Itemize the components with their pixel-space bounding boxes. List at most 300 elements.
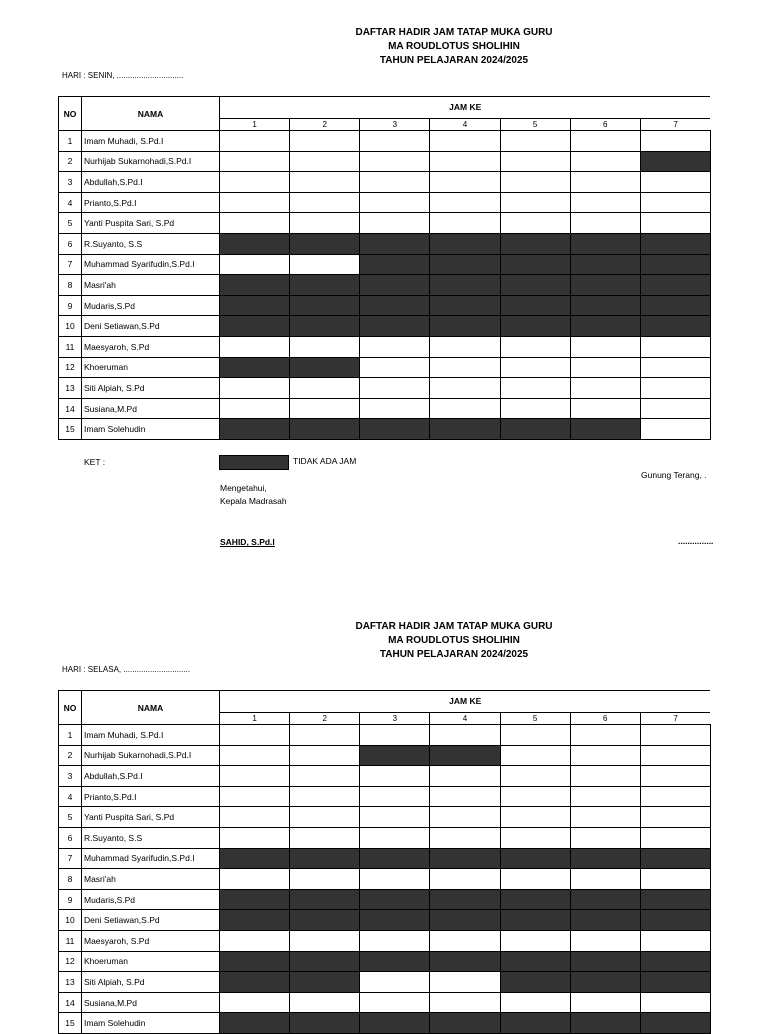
jam-cell[interactable] (290, 972, 360, 993)
jam-cell[interactable] (220, 889, 290, 910)
jam-cell[interactable] (220, 786, 290, 807)
jam-cell[interactable] (570, 827, 640, 848)
header-jam-3: 3 (360, 712, 430, 724)
jam-cell[interactable] (290, 1013, 360, 1034)
jam-cell[interactable] (640, 357, 710, 378)
jam-cell[interactable] (360, 131, 430, 152)
jam-cell[interactable] (290, 992, 360, 1013)
jam-cell[interactable] (640, 172, 710, 193)
table-row (59, 254, 711, 275)
jam-cell[interactable] (430, 930, 500, 951)
jam-cell[interactable] (500, 972, 570, 993)
header-jam-4: 4 (430, 118, 500, 130)
row-number: 10 (59, 910, 82, 931)
jam-cell[interactable] (220, 1013, 290, 1034)
jam-cell[interactable] (640, 848, 710, 869)
jam-cell[interactable] (290, 745, 360, 766)
jam-cell[interactable] (570, 972, 640, 993)
jam-cell[interactable] (430, 192, 500, 213)
jam-cell[interactable] (500, 233, 570, 254)
jam-cell[interactable] (430, 992, 500, 1013)
jam-cell[interactable] (500, 357, 570, 378)
jam-cell[interactable] (430, 419, 500, 440)
header-jam-2: 2 (290, 712, 360, 724)
row-number: 14 (59, 398, 82, 419)
jam-cell[interactable] (640, 131, 710, 152)
table-row (59, 233, 711, 254)
table-row (59, 172, 711, 193)
jam-cell[interactable] (500, 827, 570, 848)
jam-cell[interactable] (220, 910, 290, 931)
jam-cell[interactable] (500, 131, 570, 152)
jam-cell[interactable] (290, 725, 360, 746)
jam-cell[interactable] (360, 1013, 430, 1034)
jam-cell[interactable] (640, 151, 710, 172)
jam-cell[interactable] (500, 295, 570, 316)
jam-cell[interactable] (360, 930, 430, 951)
jam-cell[interactable] (430, 1013, 500, 1034)
jam-cell[interactable] (570, 930, 640, 951)
teacher-name: Abdullah,S.Pd.I (82, 172, 220, 193)
jam-cell[interactable] (570, 254, 640, 275)
jam-cell[interactable] (360, 972, 430, 993)
jam-cell[interactable] (290, 172, 360, 193)
jam-cell[interactable] (640, 295, 710, 316)
jam-cell[interactable] (220, 131, 290, 152)
jam-cell[interactable] (640, 745, 710, 766)
jam-cell[interactable] (500, 766, 570, 787)
jam-cell[interactable] (360, 233, 430, 254)
jam-cell[interactable] (640, 725, 710, 746)
header-jam-5: 5 (500, 712, 570, 724)
jam-cell[interactable] (500, 172, 570, 193)
teacher-name: R.Suyanto, S.S (82, 233, 220, 254)
jam-cell[interactable] (500, 745, 570, 766)
jam-cell[interactable] (430, 254, 500, 275)
jam-cell[interactable] (360, 316, 430, 337)
row-number: 12 (59, 951, 82, 972)
jam-cell[interactable] (430, 807, 500, 828)
jam-cell[interactable] (500, 151, 570, 172)
jam-cell[interactable] (500, 213, 570, 234)
table-row (59, 151, 711, 172)
jam-cell[interactable] (570, 869, 640, 890)
row-number: 7 (59, 254, 82, 275)
jam-cell[interactable] (570, 766, 640, 787)
jam-cell[interactable] (430, 172, 500, 193)
jam-cell[interactable] (570, 192, 640, 213)
jam-cell[interactable] (640, 336, 710, 357)
jam-cell[interactable] (290, 951, 360, 972)
jam-cell[interactable] (640, 869, 710, 890)
jam-cell[interactable] (360, 827, 430, 848)
teacher-name: Muhammad Syarifudin,S.Pd.I (82, 254, 220, 275)
jam-cell[interactable] (570, 910, 640, 931)
jam-cell[interactable] (500, 930, 570, 951)
table-row (59, 131, 711, 152)
jam-cell[interactable] (220, 972, 290, 993)
jam-cell[interactable] (500, 848, 570, 869)
jam-cell[interactable] (640, 378, 710, 399)
row-number: 4 (59, 192, 82, 213)
jam-cell[interactable] (570, 725, 640, 746)
table-row (59, 275, 711, 296)
jam-cell[interactable] (570, 419, 640, 440)
jam-cell[interactable] (500, 910, 570, 931)
header-jam-4: 4 (430, 712, 500, 724)
jam-cell[interactable] (220, 275, 290, 296)
jam-cell[interactable] (290, 213, 360, 234)
jam-cell[interactable] (290, 807, 360, 828)
teacher-name: Khoeruman (82, 357, 220, 378)
jam-cell[interactable] (220, 295, 290, 316)
table-row (59, 827, 711, 848)
jam-cell[interactable] (360, 295, 430, 316)
jam-cell[interactable] (290, 889, 360, 910)
table-row (59, 378, 711, 399)
jam-cell[interactable] (220, 357, 290, 378)
table-row (59, 992, 711, 1013)
header-jam-6: 6 (570, 712, 640, 724)
attendance-table (58, 690, 711, 1034)
jam-cell[interactable] (430, 745, 500, 766)
jam-cell[interactable] (640, 951, 710, 972)
jam-cell[interactable] (640, 827, 710, 848)
jam-cell[interactable] (360, 745, 430, 766)
jam-cell[interactable] (360, 213, 430, 234)
table-row (59, 951, 711, 972)
jam-cell[interactable] (640, 766, 710, 787)
jam-cell[interactable] (360, 889, 430, 910)
jam-cell[interactable] (290, 336, 360, 357)
jam-cell[interactable] (430, 357, 500, 378)
jam-cell[interactable] (290, 275, 360, 296)
teacher-name: Prianto,S.Pd.I (82, 192, 220, 213)
jam-cell[interactable] (640, 992, 710, 1013)
jam-cell[interactable] (430, 378, 500, 399)
table-row (59, 419, 711, 440)
signer-name: SAHID, S.Pd.I (220, 537, 275, 547)
row-number: 9 (59, 889, 82, 910)
jam-cell[interactable] (360, 951, 430, 972)
jam-cell[interactable] (430, 827, 500, 848)
jam-cell[interactable] (220, 172, 290, 193)
jam-cell[interactable] (290, 398, 360, 419)
jam-cell[interactable] (570, 378, 640, 399)
jam-cell[interactable] (640, 192, 710, 213)
jam-cell[interactable] (430, 316, 500, 337)
header-jam-3: 3 (360, 118, 430, 130)
jam-cell[interactable] (640, 398, 710, 419)
jam-cell[interactable] (220, 930, 290, 951)
jam-cell[interactable] (360, 869, 430, 890)
jam-cell[interactable] (640, 254, 710, 275)
jam-cell[interactable] (430, 336, 500, 357)
row-number: 6 (59, 233, 82, 254)
jam-cell[interactable] (430, 213, 500, 234)
jam-cell[interactable] (360, 419, 430, 440)
jam-cell[interactable] (570, 848, 640, 869)
row-number: 15 (59, 1013, 82, 1034)
table-row (59, 398, 711, 419)
jam-cell[interactable] (360, 275, 430, 296)
jam-cell[interactable] (500, 316, 570, 337)
teacher-name: Abdullah,S.Pd.I (82, 766, 220, 787)
jam-cell[interactable] (220, 233, 290, 254)
jam-cell[interactable] (220, 766, 290, 787)
title-line-2: MA ROUDLOTUS SHOLIHIN (388, 635, 520, 646)
teacher-name: R.Suyanto, S.S (82, 827, 220, 848)
jam-cell[interactable] (430, 786, 500, 807)
table-row (59, 295, 711, 316)
jam-cell[interactable] (640, 233, 710, 254)
header-jam-ke: JAM KE (220, 691, 711, 713)
jam-cell[interactable] (220, 336, 290, 357)
jam-cell[interactable] (290, 151, 360, 172)
jam-cell[interactable] (570, 316, 640, 337)
jam-cell[interactable] (290, 786, 360, 807)
jam-cell[interactable] (430, 869, 500, 890)
place-date: Gunung Terang, . (641, 470, 707, 480)
jam-cell[interactable] (640, 275, 710, 296)
jam-cell[interactable] (430, 951, 500, 972)
row-number: 8 (59, 275, 82, 296)
jam-cell[interactable] (640, 786, 710, 807)
jam-cell[interactable] (220, 807, 290, 828)
row-number: 1 (59, 725, 82, 746)
teacher-name: Susiana,M.Pd (82, 398, 220, 419)
jam-cell[interactable] (360, 910, 430, 931)
jam-cell[interactable] (220, 725, 290, 746)
jam-cell[interactable] (570, 295, 640, 316)
jam-cell[interactable] (430, 295, 500, 316)
row-number: 9 (59, 295, 82, 316)
jam-cell[interactable] (360, 172, 430, 193)
jam-cell[interactable] (290, 295, 360, 316)
jam-cell[interactable] (430, 275, 500, 296)
header-jam-7: 7 (640, 712, 710, 724)
jam-cell[interactable] (220, 398, 290, 419)
jam-cell[interactable] (360, 807, 430, 828)
teacher-name: Masri'ah (82, 869, 220, 890)
table-row (59, 766, 711, 787)
row-number: 2 (59, 151, 82, 172)
jam-cell[interactable] (360, 725, 430, 746)
jam-cell[interactable] (500, 275, 570, 296)
jam-cell[interactable] (570, 889, 640, 910)
jam-cell[interactable] (640, 972, 710, 993)
header-no: NO (59, 691, 82, 725)
teacher-name: Imam Solehudin (82, 419, 220, 440)
teacher-name: Susiana,M.Pd (82, 992, 220, 1013)
jam-cell[interactable] (500, 725, 570, 746)
jam-cell[interactable] (500, 786, 570, 807)
jam-cell[interactable] (430, 233, 500, 254)
teacher-name: Siti Alpiah, S.Pd (82, 378, 220, 399)
teacher-name: Nurhijab Sukarnohadi,S.Pd.I (82, 745, 220, 766)
row-number: 4 (59, 786, 82, 807)
jam-cell[interactable] (290, 316, 360, 337)
attendance-table (58, 96, 711, 440)
jam-cell[interactable] (290, 254, 360, 275)
jam-cell[interactable] (500, 254, 570, 275)
jam-cell[interactable] (570, 1013, 640, 1034)
jam-cell[interactable] (430, 972, 500, 993)
jam-cell[interactable] (570, 213, 640, 234)
jam-cell[interactable] (570, 275, 640, 296)
header-jam-1: 1 (220, 118, 290, 130)
jam-cell[interactable] (290, 848, 360, 869)
jam-cell[interactable] (570, 786, 640, 807)
jam-cell[interactable] (220, 151, 290, 172)
jam-cell[interactable] (220, 378, 290, 399)
jam-cell[interactable] (640, 316, 710, 337)
jam-cell[interactable] (290, 930, 360, 951)
kepala-label: Kepala Madrasah (220, 496, 287, 506)
jam-cell[interactable] (640, 910, 710, 931)
jam-cell[interactable] (500, 1013, 570, 1034)
teacher-name: Siti Alpiah, S.Pd (82, 972, 220, 993)
teacher-name: Yanti Puspita Sari, S.Pd (82, 807, 220, 828)
jam-cell[interactable] (430, 848, 500, 869)
jam-cell[interactable] (360, 766, 430, 787)
teacher-name: Masri'ah (82, 275, 220, 296)
jam-cell[interactable] (360, 336, 430, 357)
jam-cell[interactable] (500, 869, 570, 890)
header-jam-1: 1 (220, 712, 290, 724)
jam-cell[interactable] (290, 827, 360, 848)
jam-cell[interactable] (290, 192, 360, 213)
teacher-name: Nurhijab Sukarnohadi,S.Pd.I (82, 151, 220, 172)
teacher-name: Imam Muhadi, S.Pd.I (82, 131, 220, 152)
jam-cell[interactable] (220, 827, 290, 848)
jam-cell[interactable] (570, 131, 640, 152)
row-number: 5 (59, 807, 82, 828)
row-number: 11 (59, 930, 82, 951)
table-row (59, 848, 711, 869)
jam-cell[interactable] (640, 213, 710, 234)
jam-cell[interactable] (430, 910, 500, 931)
jam-cell[interactable] (570, 151, 640, 172)
header-nama: NAMA (82, 97, 220, 131)
jam-cell[interactable] (500, 419, 570, 440)
jam-cell[interactable] (570, 172, 640, 193)
teacher-name: Muhammad Syarifudin,S.Pd.I (82, 848, 220, 869)
jam-cell[interactable] (570, 336, 640, 357)
jam-cell[interactable] (570, 807, 640, 828)
teacher-name: Deni Setiawan,S.Pd (82, 910, 220, 931)
jam-cell[interactable] (430, 151, 500, 172)
jam-cell[interactable] (500, 378, 570, 399)
jam-cell[interactable] (220, 254, 290, 275)
jam-cell[interactable] (430, 131, 500, 152)
jam-cell[interactable] (290, 419, 360, 440)
jam-cell[interactable] (360, 378, 430, 399)
jam-cell[interactable] (570, 357, 640, 378)
jam-cell[interactable] (290, 869, 360, 890)
jam-cell[interactable] (570, 233, 640, 254)
jam-cell[interactable] (640, 889, 710, 910)
row-number: 8 (59, 869, 82, 890)
jam-cell[interactable] (430, 889, 500, 910)
jam-cell[interactable] (430, 725, 500, 746)
jam-cell[interactable] (360, 398, 430, 419)
signature-dots: ............... (678, 536, 714, 546)
jam-cell[interactable] (290, 910, 360, 931)
table-row (59, 336, 711, 357)
table-row (59, 357, 711, 378)
teacher-name: Maesyaroh, S.Pd (82, 930, 220, 951)
jam-cell[interactable] (360, 786, 430, 807)
table-row (59, 745, 711, 766)
jam-cell[interactable] (430, 766, 500, 787)
jam-cell[interactable] (290, 233, 360, 254)
jam-cell[interactable] (500, 336, 570, 357)
jam-cell[interactable] (220, 992, 290, 1013)
teacher-name: Deni Setiawan,S.Pd (82, 316, 220, 337)
jam-cell[interactable] (290, 131, 360, 152)
table-row (59, 910, 711, 931)
jam-cell[interactable] (360, 254, 430, 275)
jam-cell[interactable] (290, 378, 360, 399)
row-number: 7 (59, 848, 82, 869)
teacher-name: Prianto,S.Pd.I (82, 786, 220, 807)
jam-cell[interactable] (570, 992, 640, 1013)
jam-cell[interactable] (500, 398, 570, 419)
jam-cell[interactable] (360, 151, 430, 172)
jam-cell[interactable] (570, 398, 640, 419)
jam-cell[interactable] (290, 766, 360, 787)
jam-cell[interactable] (500, 951, 570, 972)
jam-cell[interactable] (570, 951, 640, 972)
jam-cell[interactable] (220, 951, 290, 972)
jam-cell[interactable] (360, 192, 430, 213)
ket-label: KET : (84, 457, 106, 467)
jam-cell[interactable] (640, 930, 710, 951)
jam-cell[interactable] (640, 1013, 710, 1034)
jam-cell[interactable] (640, 807, 710, 828)
teacher-name: Yanti Puspita Sari, S.Pd (82, 213, 220, 234)
jam-cell[interactable] (220, 316, 290, 337)
row-number: 5 (59, 213, 82, 234)
row-number: 11 (59, 336, 82, 357)
jam-cell[interactable] (220, 745, 290, 766)
jam-cell[interactable] (500, 992, 570, 1013)
header-nama: NAMA (82, 691, 220, 725)
jam-cell[interactable] (360, 992, 430, 1013)
jam-cell[interactable] (500, 192, 570, 213)
row-number: 12 (59, 357, 82, 378)
jam-cell[interactable] (220, 419, 290, 440)
table-row (59, 1013, 711, 1034)
jam-cell[interactable] (360, 848, 430, 869)
jam-cell[interactable] (500, 807, 570, 828)
row-number: 14 (59, 992, 82, 1013)
table-row (59, 807, 711, 828)
jam-cell[interactable] (220, 213, 290, 234)
jam-cell[interactable] (430, 398, 500, 419)
jam-cell[interactable] (570, 745, 640, 766)
jam-cell[interactable] (220, 192, 290, 213)
jam-cell[interactable] (640, 419, 710, 440)
jam-cell[interactable] (500, 889, 570, 910)
jam-cell[interactable] (360, 357, 430, 378)
teacher-name: Maesyaroh, S.Pd (82, 336, 220, 357)
jam-cell[interactable] (220, 848, 290, 869)
jam-cell[interactable] (220, 869, 290, 890)
jam-cell[interactable] (290, 357, 360, 378)
row-number: 13 (59, 378, 82, 399)
